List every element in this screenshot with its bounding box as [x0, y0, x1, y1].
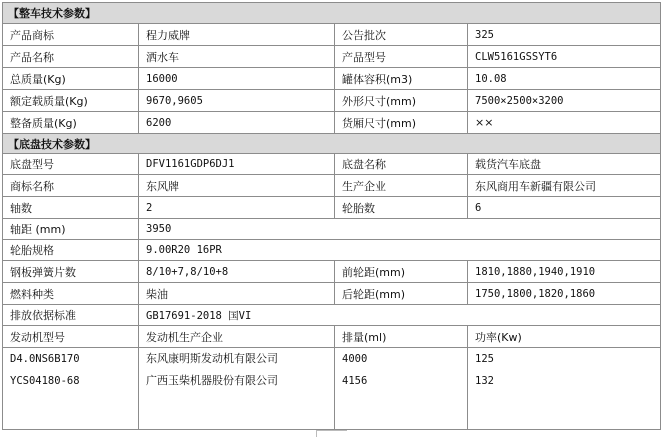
value-cargo-dimensions: ×× — [468, 112, 661, 134]
value-wheelbase: 3950 — [139, 219, 661, 240]
value-chassis-brand: 东风牌 — [139, 175, 335, 197]
header-power: 功率(Kw) — [468, 326, 661, 348]
engine-header-row — [2, 326, 661, 348]
label-tire-count: 轮胎数 — [335, 197, 468, 219]
engine-displacement-cell — [335, 348, 468, 430]
chassis-section-header-row — [2, 134, 661, 154]
value-manufacturer: 东风商用车新疆有限公司 — [468, 175, 661, 197]
label-curb-mass: 整备质量(Kg) — [2, 112, 139, 134]
value-product-name: 洒水车 — [139, 46, 335, 68]
value-total-mass: 16000 — [139, 68, 335, 90]
label-chassis-model: 底盘型号 — [2, 154, 139, 175]
chassis-section-header: 【底盘技术参数】 — [2, 134, 661, 154]
engine-power-2: 132 — [475, 375, 494, 387]
value-emission-standard: GB17691-2018 国VI — [139, 305, 661, 326]
value-rated-load: 9670,9605 — [139, 90, 335, 112]
table-row — [2, 219, 661, 240]
engine-displacement-1: 4000 — [342, 353, 368, 365]
engine-maker-cell — [139, 348, 335, 430]
value-brand: 程力威牌 — [139, 24, 335, 46]
label-product-name: 产品名称 — [2, 46, 139, 68]
table-row — [2, 175, 661, 197]
label-brand: 产品商标 — [2, 24, 139, 46]
label-leaf-springs: 钢板弹簧片数 — [2, 261, 139, 283]
table-row — [2, 197, 661, 219]
label-cargo-dimensions: 货厢尺寸(mm) — [335, 112, 468, 134]
table-row — [2, 68, 661, 90]
table-row — [2, 112, 661, 134]
header-engine-maker: 发动机生产企业 — [139, 326, 335, 348]
label-dimensions: 外形尺寸(mm) — [335, 90, 468, 112]
engine-power-1: 125 — [475, 353, 494, 365]
value-model: CLW5161GSSYT6 — [468, 46, 661, 68]
engine-model-cell — [2, 348, 139, 430]
engine-maker-2: 广西玉柴机器股份有限公司 — [146, 374, 278, 387]
value-tank-volume: 10.08 — [468, 68, 661, 90]
label-emission-standard: 排放依据标准 — [2, 305, 139, 326]
table-row — [2, 305, 661, 326]
value-chassis-model: DFV1161GDP6DJ1 — [139, 154, 335, 175]
value-fuel-type: 柴油 — [139, 283, 335, 305]
value-leaf-springs: 8/10+7,8/10+8 — [139, 261, 335, 283]
label-total-mass: 总质量(Kg) — [2, 68, 139, 90]
label-rated-load: 额定载质量(Kg) — [2, 90, 139, 112]
table-row — [2, 154, 661, 175]
label-front-track: 前轮距(mm) — [335, 261, 468, 283]
engine-displacement-2: 4156 — [342, 375, 368, 387]
label-chassis-brand: 商标名称 — [2, 175, 139, 197]
table-row — [2, 283, 661, 305]
value-tire-spec: 9.00R20 16PR — [139, 240, 661, 261]
value-batch: 325 — [468, 24, 661, 46]
engine-model-2: YCS04180-68 — [10, 375, 80, 387]
label-fuel-type: 燃料种类 — [2, 283, 139, 305]
table-row — [2, 24, 661, 46]
label-wheelbase: 轴距 (mm) — [2, 219, 139, 240]
engine-power-cell — [468, 348, 661, 430]
value-rear-track: 1750,1800,1820,1860 — [468, 283, 661, 305]
label-axles: 轴数 — [2, 197, 139, 219]
value-chassis-name: 载货汽车底盘 — [468, 154, 661, 175]
value-curb-mass: 6200 — [139, 112, 335, 134]
value-axles: 2 — [139, 197, 335, 219]
label-tire-spec: 轮胎规格 — [2, 240, 139, 261]
label-tank-volume: 罐体容积(m3) — [335, 68, 468, 90]
label-batch: 公告批次 — [335, 24, 468, 46]
header-displacement: 排量(ml) — [335, 326, 468, 348]
value-front-track: 1810,1880,1940,1910 — [468, 261, 661, 283]
table-row — [2, 90, 661, 112]
header-engine-model: 发动机型号 — [2, 326, 139, 348]
label-model: 产品型号 — [335, 46, 468, 68]
label-manufacturer: 生产企业 — [335, 175, 468, 197]
engine-maker-1: 东风康明斯发动机有限公司 — [146, 352, 278, 365]
value-tire-count: 6 — [468, 197, 661, 219]
vehicle-section-header-row — [2, 2, 661, 24]
table-row — [2, 240, 661, 261]
vehicle-section-header: 【整车技术参数】 — [2, 2, 661, 24]
label-chassis-name: 底盘名称 — [335, 154, 468, 175]
table-row — [2, 261, 661, 283]
engine-data-block — [2, 348, 661, 430]
value-dimensions: 7500×2500×3200 — [468, 90, 661, 112]
engine-model-1: D4.0NS6B170 — [10, 353, 80, 365]
label-rear-track: 后轮距(mm) — [335, 283, 468, 305]
table-row — [2, 46, 661, 68]
